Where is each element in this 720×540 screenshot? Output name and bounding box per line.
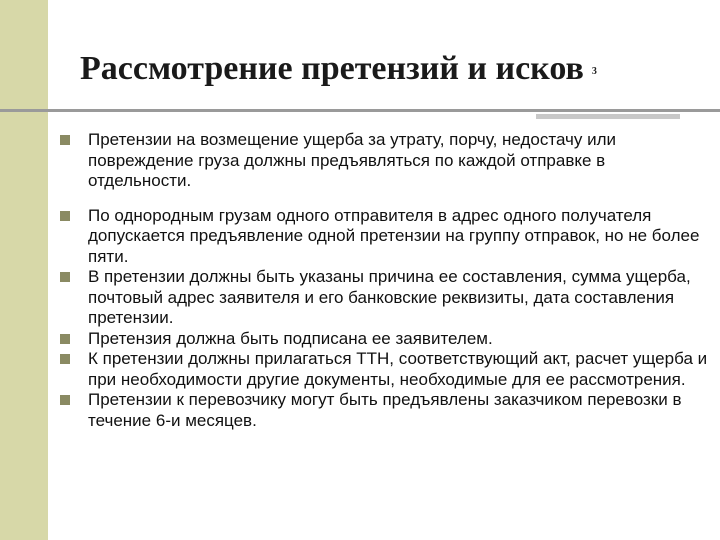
bullet-item — [60, 349, 710, 390]
slide-title — [80, 50, 597, 88]
bullet-item — [60, 390, 710, 431]
bullet-item — [60, 267, 710, 329]
square-bullet-icon — [60, 354, 70, 364]
square-bullet-icon — [60, 395, 70, 405]
square-bullet-icon — [60, 211, 70, 221]
bullet-text: Претензия должна быть подписана ее заявителем. — [88, 328, 493, 348]
bullet-item — [60, 329, 710, 350]
title-divider-line — [0, 109, 720, 112]
bullet-item — [60, 130, 710, 192]
bullet-text: По однородным грузам одного отправителя в адрес одного получателя допускается предъявление одной претензии на группу отправок, но не более пяти. — [88, 205, 700, 266]
bullet-text: В претензии должны быть указаны причина ее составления, сумма ущерба, почтовый адрес заявителя и его банковские реквизиты, дата составления претензии. — [88, 267, 691, 327]
bullet-list — [60, 130, 710, 431]
bullet-item — [60, 206, 710, 268]
left-decorative-band — [0, 0, 48, 540]
page-number: 3 — [591, 65, 597, 77]
square-bullet-icon — [60, 334, 70, 344]
bullet-text: Претензии к перевозчику могут быть предъявлены заказчиком перевозки в течение 6-и месяцев. — [88, 390, 682, 430]
bullet-text: К претензии должны прилагаться ТТН, соответствующий акт, расчет ущерба и при необходимости другие документы, необходимые для ее рассмотрения. — [88, 349, 708, 389]
square-bullet-icon — [60, 135, 70, 145]
slide-title-text: Рассмотрение претензий и исков — [80, 50, 584, 87]
title-divider-accent — [536, 114, 680, 119]
square-bullet-icon — [60, 272, 70, 282]
bullet-text: Претензии на возмещение ущерба за утрату, порчу, недостачу или повреждение груза должны предъявляться по каждой отправке в отдельности. — [88, 130, 617, 190]
